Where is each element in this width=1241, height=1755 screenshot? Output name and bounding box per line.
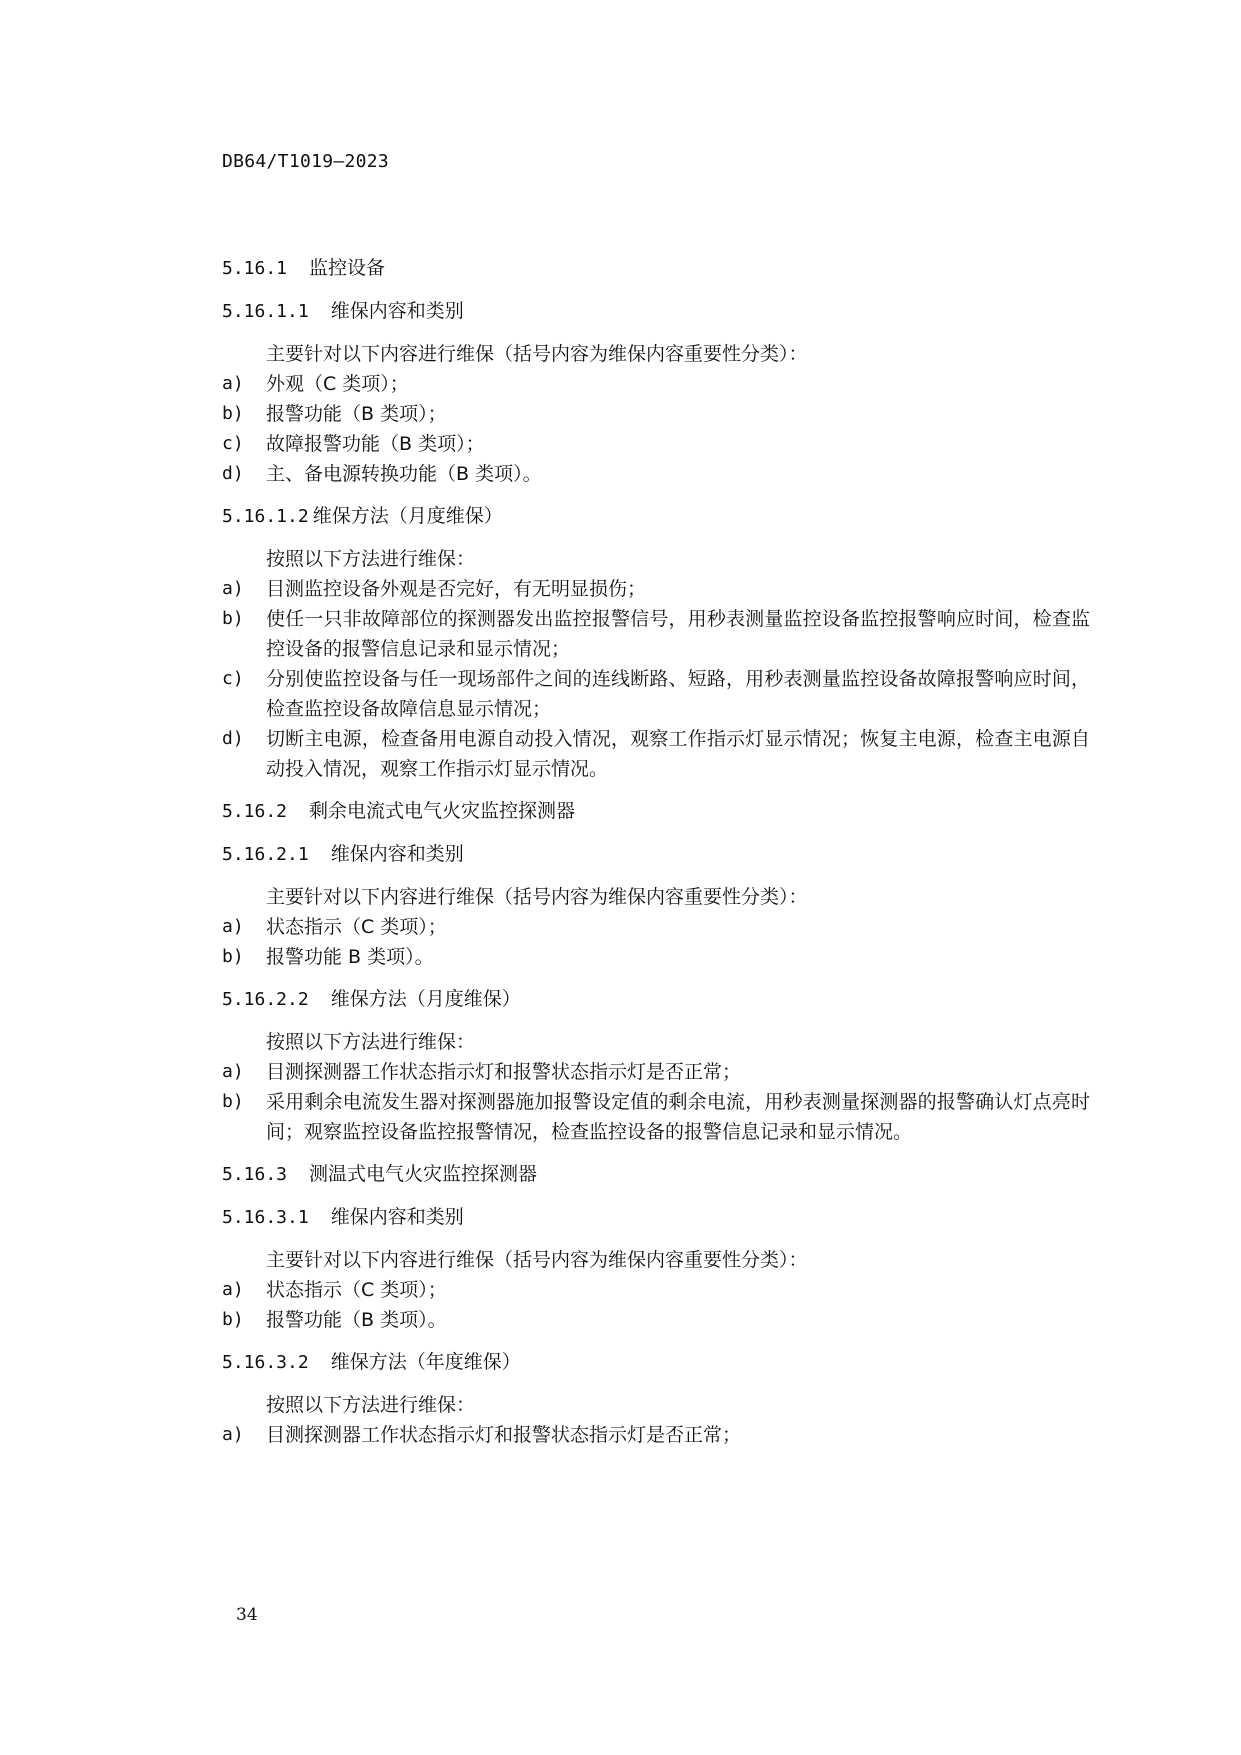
section-heading xyxy=(222,1347,1090,1378)
list-item-text: 主、备电源转换功能（B 类项）。 xyxy=(266,463,542,485)
section-title: 维保内容和类别 xyxy=(330,843,464,865)
list-item-text: 状态指示（C 类项）； xyxy=(266,916,447,938)
section-number: 5.16.2.2 xyxy=(222,989,309,1010)
section-intro: 按照以下方法进行维保： xyxy=(266,1394,476,1416)
list-item-marker: a) xyxy=(222,1424,244,1445)
list-item-marker: a) xyxy=(222,578,244,599)
list-item-marker: d) xyxy=(222,728,244,749)
section-4 xyxy=(222,839,1090,972)
list-item xyxy=(222,1057,1090,1087)
section-number: 5.16.3.2 xyxy=(222,1352,309,1373)
item-list xyxy=(222,1275,1090,1335)
document-body xyxy=(222,253,1090,1462)
section-number: 5.16.1 xyxy=(222,258,288,279)
list-item-text: 切断主电源，检查备用电源自动投入情况，观察工作指示灯显示情况；恢复主电源，检查主电源自动投入情况，观察工作指示灯显示情况。 xyxy=(266,728,1090,780)
section-2 xyxy=(222,501,1090,784)
section-heading xyxy=(222,984,1090,1015)
list-item-marker: a) xyxy=(222,1279,244,1300)
list-item-text: 故障报警功能（B 类项）； xyxy=(266,433,485,455)
section-0 xyxy=(222,253,1090,284)
section-title: 监控设备 xyxy=(309,257,386,279)
list-item-text: 目测监控设备外观是否完好，有无明显损伤； xyxy=(266,578,647,600)
section-heading xyxy=(222,253,1090,284)
list-item-marker: b) xyxy=(222,608,244,629)
list-item-text: 使任一只非故障部位的探测器发出监控报警信号，用秒表测量监控设备监控报警响应时间，检查监控设备的报警信息记录和显示情况； xyxy=(266,608,1090,660)
list-item-text: 采用剩余电流发生器对探测器施加报警设定值的剩余电流，用秒表测量探测器的报警确认灯点亮时间；观察监控设备监控报警情况，检查监控设备的报警信息记录和显示情况。 xyxy=(266,1091,1090,1143)
list-item xyxy=(222,664,1090,724)
list-item-marker: b) xyxy=(222,946,244,967)
item-list xyxy=(222,912,1090,972)
list-item-text: 报警功能 B 类项）。 xyxy=(266,946,434,968)
section-heading xyxy=(222,296,1090,327)
list-item-marker: d) xyxy=(222,463,244,484)
list-item-marker: a) xyxy=(222,1061,244,1082)
list-item-marker: c) xyxy=(222,668,244,689)
list-item xyxy=(222,942,1090,972)
section-number: 5.16.3.1 xyxy=(222,1207,309,1228)
section-intro: 主要针对以下内容进行维保（括号内容为维保内容重要性分类）： xyxy=(266,1249,808,1271)
list-item-text: 分别使监控设备与任一现场部件之间的连线断路、短路，用秒表测量监控设备故障报警响应时间，检查监控设备故障信息显示情况； xyxy=(266,668,1090,720)
list-item-text: 目测探测器工作状态指示灯和报警状态指示灯是否正常； xyxy=(266,1424,742,1446)
section-title: 维保内容和类别 xyxy=(330,300,464,322)
section-heading xyxy=(222,1159,1090,1190)
section-title: 测温式电气火灾监控探测器 xyxy=(309,1163,538,1185)
list-item-text: 报警功能（B 类项）； xyxy=(266,403,447,425)
list-item-text: 外观（C 类项）； xyxy=(266,373,409,395)
section-heading xyxy=(222,796,1090,827)
section-3 xyxy=(222,796,1090,827)
list-item-marker: a) xyxy=(222,916,244,937)
list-item xyxy=(222,399,1090,429)
list-item xyxy=(222,1275,1090,1305)
list-item xyxy=(222,1305,1090,1335)
section-title: 维保方法（月度维保） xyxy=(330,988,521,1010)
list-item-text: 目测探测器工作状态指示灯和报警状态指示灯是否正常； xyxy=(266,1061,742,1083)
section-number: 5.16.1.2 xyxy=(222,506,309,527)
list-item xyxy=(222,1420,1090,1450)
list-item-marker: b) xyxy=(222,1091,244,1112)
section-title: 维保方法（月度维保） xyxy=(312,505,503,527)
section-number: 5.16.1.1 xyxy=(222,301,309,322)
section-intro: 按照以下方法进行维保： xyxy=(266,1031,476,1053)
section-6 xyxy=(222,1159,1090,1190)
section-heading xyxy=(222,501,1090,532)
section-heading xyxy=(222,1202,1090,1233)
section-heading xyxy=(222,839,1090,870)
section-number: 5.16.2.1 xyxy=(222,844,309,865)
list-item-marker: b) xyxy=(222,403,244,424)
section-title: 维保内容和类别 xyxy=(330,1206,464,1228)
page-number: 34 xyxy=(236,1605,258,1625)
list-item-marker: c) xyxy=(222,433,244,454)
list-item xyxy=(222,429,1090,459)
item-list xyxy=(222,574,1090,784)
section-intro: 按照以下方法进行维保： xyxy=(266,548,476,570)
standard-code: DB64/T1019—2023 xyxy=(222,151,390,172)
item-list xyxy=(222,1057,1090,1147)
list-item xyxy=(222,574,1090,604)
section-number: 5.16.3 xyxy=(222,1164,288,1185)
section-intro: 主要针对以下内容进行维保（括号内容为维保内容重要性分类）： xyxy=(266,343,808,365)
list-item xyxy=(222,369,1090,399)
section-1 xyxy=(222,296,1090,489)
list-item-text: 报警功能（B 类项）。 xyxy=(266,1309,447,1331)
list-item xyxy=(222,912,1090,942)
item-list xyxy=(222,369,1090,489)
section-title: 剩余电流式电气火灾监控探测器 xyxy=(309,800,576,822)
list-item xyxy=(222,724,1090,784)
section-title: 维保方法（年度维保） xyxy=(330,1351,521,1373)
section-number: 5.16.2 xyxy=(222,801,288,822)
section-5 xyxy=(222,984,1090,1147)
list-item-marker: a) xyxy=(222,373,244,394)
list-item xyxy=(222,1087,1090,1147)
section-intro: 主要针对以下内容进行维保（括号内容为维保内容重要性分类）： xyxy=(266,886,808,908)
list-item xyxy=(222,604,1090,664)
list-item-text: 状态指示（C 类项）； xyxy=(266,1279,447,1301)
list-item xyxy=(222,459,1090,489)
section-8 xyxy=(222,1347,1090,1450)
section-7 xyxy=(222,1202,1090,1335)
list-item-marker: b) xyxy=(222,1309,244,1330)
item-list xyxy=(222,1420,1090,1450)
